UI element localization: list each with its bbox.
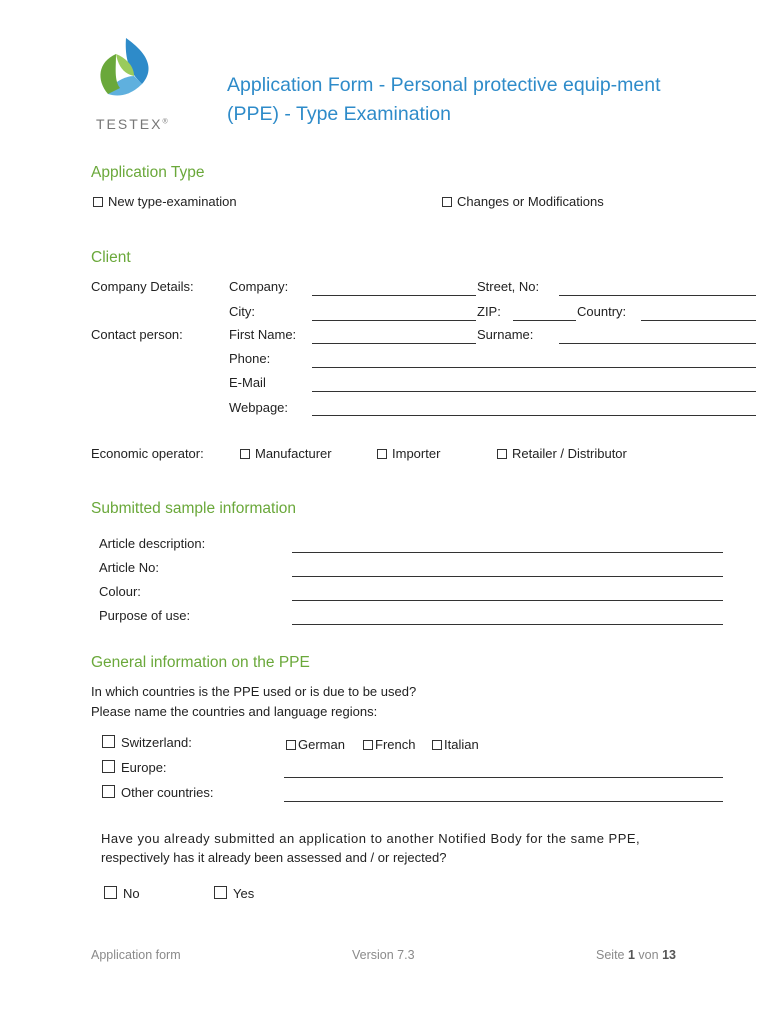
new-type-examination-checkbox[interactable] [93, 194, 237, 209]
checkbox-icon [102, 760, 115, 773]
footer-left: Application form [91, 948, 181, 962]
german-checkbox[interactable] [286, 737, 345, 752]
notified-body-question-line1: Have you already submitted an application to another Notified Body for the same PPE, [101, 831, 641, 846]
colour-input[interactable] [292, 600, 723, 601]
checkbox-icon [286, 740, 296, 750]
company-details-label: Company Details: [91, 279, 194, 294]
contact-person-label: Contact person: [91, 327, 183, 342]
german-label: German [298, 737, 345, 752]
checkbox-icon [497, 449, 507, 459]
europe-checkbox[interactable] [102, 760, 167, 775]
purpose-of-use-label: Purpose of use: [99, 608, 191, 623]
countries-question-line1: In which countries is the PPE used or is due to be used? [91, 684, 417, 699]
city-input[interactable] [312, 320, 476, 321]
surname-input[interactable] [559, 343, 756, 344]
brand-registered-mark: ® [162, 118, 168, 126]
checkbox-icon [102, 735, 115, 748]
other-countries-label: Other countries: [121, 785, 214, 800]
economic-operator-label: Economic operator: [91, 446, 204, 461]
first-name-input[interactable] [312, 343, 476, 344]
phone-input[interactable] [312, 367, 756, 368]
company-input[interactable] [312, 295, 476, 296]
retailer-distributor-label: Retailer / Distributor [512, 446, 627, 461]
new-type-examination-label: New type-examination [108, 194, 237, 209]
other-countries-input[interactable] [284, 801, 723, 802]
checkbox-icon [442, 197, 452, 207]
checkbox-icon [240, 449, 250, 459]
changes-modifications-checkbox[interactable] [442, 194, 604, 209]
city-label: City: [229, 304, 255, 319]
sample-heading: Submitted sample information [91, 500, 297, 517]
no-checkbox[interactable] [104, 886, 140, 901]
importer-checkbox[interactable] [377, 446, 440, 461]
retailer-distributor-checkbox[interactable] [497, 446, 627, 461]
checkbox-icon [93, 197, 103, 207]
no-label: No [123, 886, 140, 901]
testex-logo [90, 36, 170, 136]
phone-label: Phone: [229, 351, 271, 366]
article-description-label: Article description: [99, 536, 206, 551]
brand-name: TESTEX [96, 116, 163, 132]
yes-label: Yes [233, 886, 255, 901]
checkbox-icon [102, 785, 115, 798]
checkbox-icon [377, 449, 387, 459]
purpose-of-use-input[interactable] [292, 624, 723, 625]
street-label: Street, No: [477, 279, 540, 294]
europe-label: Europe: [121, 760, 167, 775]
page-current: 1 [627, 948, 635, 962]
footer-version: Version 7.3 [352, 948, 415, 962]
page-total: 13 [662, 948, 676, 962]
surname-label: Surname: [477, 327, 534, 342]
zip-label: ZIP: [477, 304, 501, 319]
country-label: Country: [577, 304, 627, 319]
checkbox-icon [214, 886, 227, 899]
client-heading: Client [91, 249, 131, 266]
testex-logo-icon [90, 36, 170, 116]
footer-page-number [596, 948, 676, 962]
switzerland-checkbox[interactable] [102, 735, 192, 750]
application-type-heading: Application Type [91, 164, 205, 181]
email-label: E-Mail [229, 375, 266, 390]
notified-body-question-line2: respectively has it already been assessed and / or rejected? [101, 850, 447, 865]
page-prefix: Seite [596, 948, 625, 962]
other-countries-checkbox[interactable] [102, 785, 214, 800]
french-label: French [375, 737, 416, 752]
article-no-input[interactable] [292, 576, 723, 577]
changes-modifications-label: Changes or Modifications [457, 194, 604, 209]
countries-question-line2: Please name the countries and language regions: [91, 704, 378, 719]
manufacturer-checkbox[interactable] [240, 446, 332, 461]
country-input[interactable] [641, 320, 756, 321]
manufacturer-label: Manufacturer [255, 446, 332, 461]
company-label: Company: [229, 279, 289, 294]
europe-input[interactable] [284, 777, 723, 778]
webpage-label: Webpage: [229, 400, 289, 415]
italian-label: Italian [444, 737, 479, 752]
colour-label: Colour: [99, 584, 141, 599]
article-description-input[interactable] [292, 552, 723, 553]
first-name-label: First Name: [229, 327, 297, 342]
general-info-heading: General information on the PPE [91, 654, 310, 671]
page-title: Application Form - Personal protective equip-ment (PPE) - Type Examination [227, 74, 661, 125]
page-mid: von [638, 948, 659, 962]
french-checkbox[interactable] [363, 737, 415, 752]
zip-input[interactable] [513, 320, 576, 321]
yes-checkbox[interactable] [214, 886, 254, 901]
street-input[interactable] [559, 295, 756, 296]
checkbox-icon [363, 740, 373, 750]
importer-label: Importer [392, 446, 441, 461]
checkbox-icon [104, 886, 117, 899]
webpage-input[interactable] [312, 415, 756, 416]
checkbox-icon [432, 740, 442, 750]
email-input[interactable] [312, 391, 756, 392]
italian-checkbox[interactable] [432, 737, 479, 752]
switzerland-label: Switzerland: [121, 735, 192, 750]
article-no-label: Article No: [99, 560, 159, 575]
